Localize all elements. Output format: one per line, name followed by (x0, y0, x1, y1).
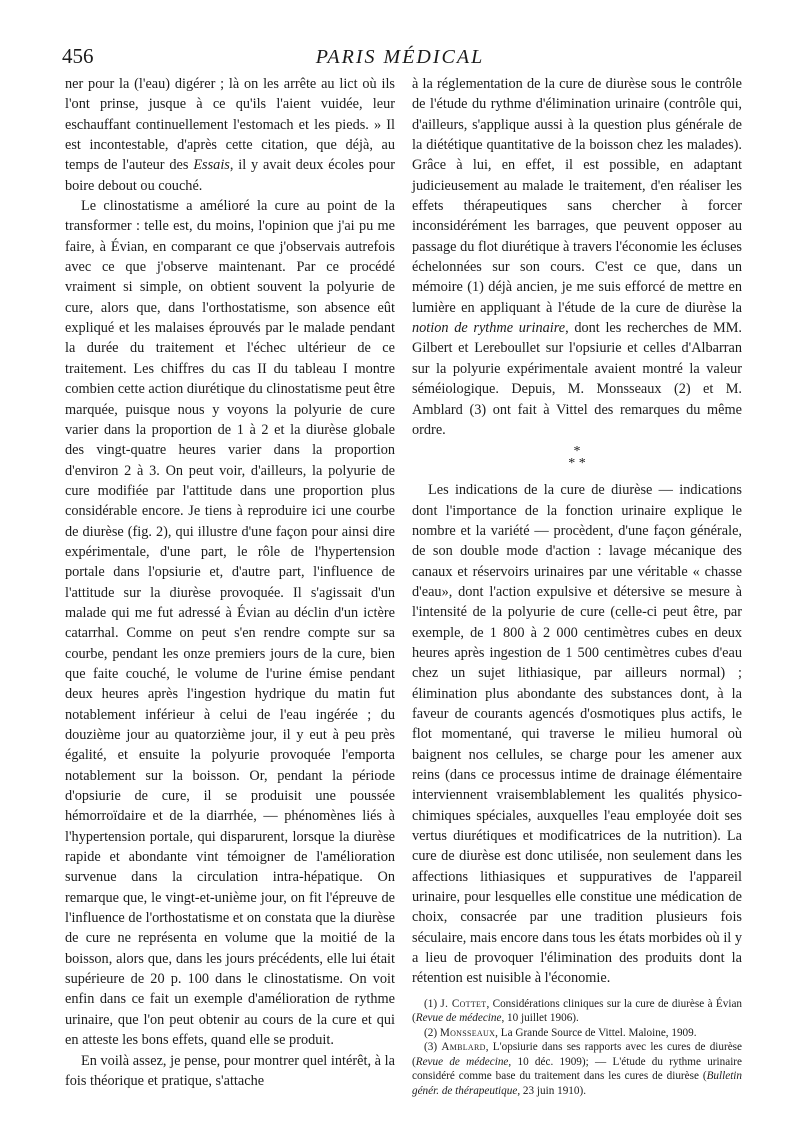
book-title: Essais (193, 157, 230, 174)
right-column (412, 74, 742, 1098)
paragraph: à la réglementation de la cure de diurèse sous le contrôle de l'étude du rythme d'élimination urinaire (contrôle qui, d'ailleurs, s'applique aussi à la question plus générale de la diététique quantitative de la boisson chez les malades). Grâce à lui, en effet, il est possible, en adaptant judicieusement au malade le traitement, d'en réaliser les effets thérapeutiques sans chercher à forcer inconsidérément les barrages, que peuvent opposer au passage du flot diurétique à travers l'économie les écluses échelonnées sur son cours. C'est ce que, dans un mémoire (1) déjà ancien, je me suis efforcé de mettre en lumière en appliquant à l'étude de la cure de diurèse la notion de rythme urinaire, dont les recherches de MM. Gilbert et Lereboullet sur l'opsiurie et celles d'Albarran sur la polyurie expérimentale avaient montré la valeur séméiologique. Depuis, M. Monsseaux (2) et M. Amblard (3) ont fait à Vittel des remarques du même ordre. (412, 76, 742, 438)
footnotes (412, 997, 742, 1099)
footnote-author: Amblard (441, 1041, 486, 1054)
paragraph: ner pour la (l'eau) digérer ; là on les arrête au lict où ils l'ont prinse, jusque à ce qu'ils l'aient vuidée, leur eschauffant continuellement l'estomach et les pieds. » Il est incontestable, d'après cette citation, que déjà, au temps de l'auteur des Essais, il y avait deux écoles pour boire debout ou couché. (65, 76, 396, 194)
paragraph: Les indications de la cure de diurèse — indications dont l'importance de la fonction urinaire explique le nombre et la variété — procèdent, d'une façon générale, de son double mode d'action : lavage mécanique des canaux et réservoirs urinaires par une véritable « chasse d'eau», dont l'action expulsive et détersive se mesure à l'intensité de la polyurie de cure (celle-ci peut être, par exemple, de 1 800 à 2 000 centimètres cubes en deux heures après ingestion de 1 500 centimètres cubes d'eau chez un sujet lithiasique, par ailleurs normal) ; élimination plus abondante des substances dont, à la faveur de courants agencés d'osmotiques plus actifs, le flot momentané, qui traverse le milieu humoral où baignent nos cellules, se charge pour les amener aux reins (dans ce processus intime de drainage élémentaire interviennent vraisemblablement les qualités physico-chimiques spéciales, auxquelles l'eau employée doit ses vertus diurétiques et modificatrices de la nutrition). La cure de diurèse est donc utilisée, non seulement dans les affections lithiasiques et suppuratives de l'appareil urinaire, pour lesquelles elle constitue une médication de choix, consacrée par une tradition plusieurs fois séculaire, mais encore dans tous les états morbides où il y a lieu de provoquer l'élimination des produits dont la rétention est nuisible à l'économie. (412, 482, 742, 987)
footnote: (1) J. Cottet, Considérations cliniques sur la cure de diurèse à Évian (Revue de médecine, 10 juillet 1906). (412, 997, 743, 1025)
footnote: (3) Amblard, L'opsiurie dans ses rapports avec les cures de diurèse (Revue de médecine, 10 déc. 1909); — L'étude du rythme urinaire considéré comme base du traitement dans les cures de diurèse (Bulletin génér. de thérapeutique, 23 juin 1910). (412, 1041, 742, 1097)
emphasis: notion de rythme urinaire (412, 320, 566, 337)
footnote: (2) Monsseaux, La Grande Source de Vittel. Maloine, 1909. (424, 1026, 697, 1039)
running-title: PARIS MÉDICAL (315, 46, 485, 68)
paragraph: En voilà assez, je pense, pour montrer quel intérêt, à la fois théorique et pratique, s'attache (65, 1052, 395, 1089)
footnote-author: J. Cottet (440, 997, 487, 1010)
page-header (62, 44, 738, 74)
footnote-author: Monsseaux (439, 1026, 496, 1039)
paragraph: Le clinostatisme a amélioré la cure au point de la transformer : telle est, du moins, l'opinion que j'ai pu me faire, à Évian, en comparant ce que j'observais autrefois avec ce que j'observe maintenant. Par ce procédé vraiment si simple, on obtient souvent la polyurie de cure, alors que, dans l'orthostatisme, son absence eût expliqué et les malaises éprouvés par le malade pendant la durée du traitement et l'échec ultérieur de ce traitement. Les chiffres du cas II du tableau I montre combien cette action diurétique du clinostatisme peut être marquée, puisque nous y voyons la polyurie de cure varier dans la proportion de 1 à 2 et la diurèse globale des vingt-quatre heures varier dans la proportion d'environ 2 à 3. On peut voir, d'ailleurs, la polyurie de cure modifiée par l'attitude dans une proportion plus considérable encore. Je tiens à reproduire ici une courbe de diurèse (fig. 2), qui illustre d'une façon pour ainsi dire expérimentale, d'une part, le rôle de l'hypertension portale dans l'opsiurie et, d'autre part, l'influence de l'attitude sur la diurèse provoquée. Il s'agissait d'un malade qui me fut adressé à Évian au déclin d'un ictère catarrhal. Comme on peut s'en rendre compte sur sa courbe, pendant les onze premiers jours de la cure, bien que faite couché, le volume de l'urine émise pendant deux heures après l'ingestion hydrique du matin fut notablement inférieur à celui de l'eau ingérée ; du douzième jour au quatorzième jour, il y eut à peu près égalité, et ensuite la polyurie provoquée l'emporta notablement sur la boisson. Or, pendant la période d'opsiurie de cure, il se produisit une poussée hémorroïdaire et de la diarrhée, — phénomènes liés à l'hypertension portale, qui disparurent, lorsque la diurèse rapide et abondante vint témoigner de l'amélioration survenue dans la circulation intra-hépatique. On remarque que, le vingt-et-unième jour, on fit l'épreuve de l'influence de l'orthostatisme et on constata que la diurèse de cure ne représenta en volume que la moitié de la boisson, alors que, dans les jours précédents, elle lui était supérieure de 20 p. 100 dans le clinostatisme. On voit enfin dans ce fait un exemple d'amélioration de rythme urinaire, que l'on peut obtenir au cours de la cure et qui en atteste les bons effets, quand elle se produit. (65, 198, 395, 1049)
page-number: 456 (62, 44, 94, 68)
section-separator: * * * (568, 444, 586, 472)
left-column (65, 74, 395, 1091)
